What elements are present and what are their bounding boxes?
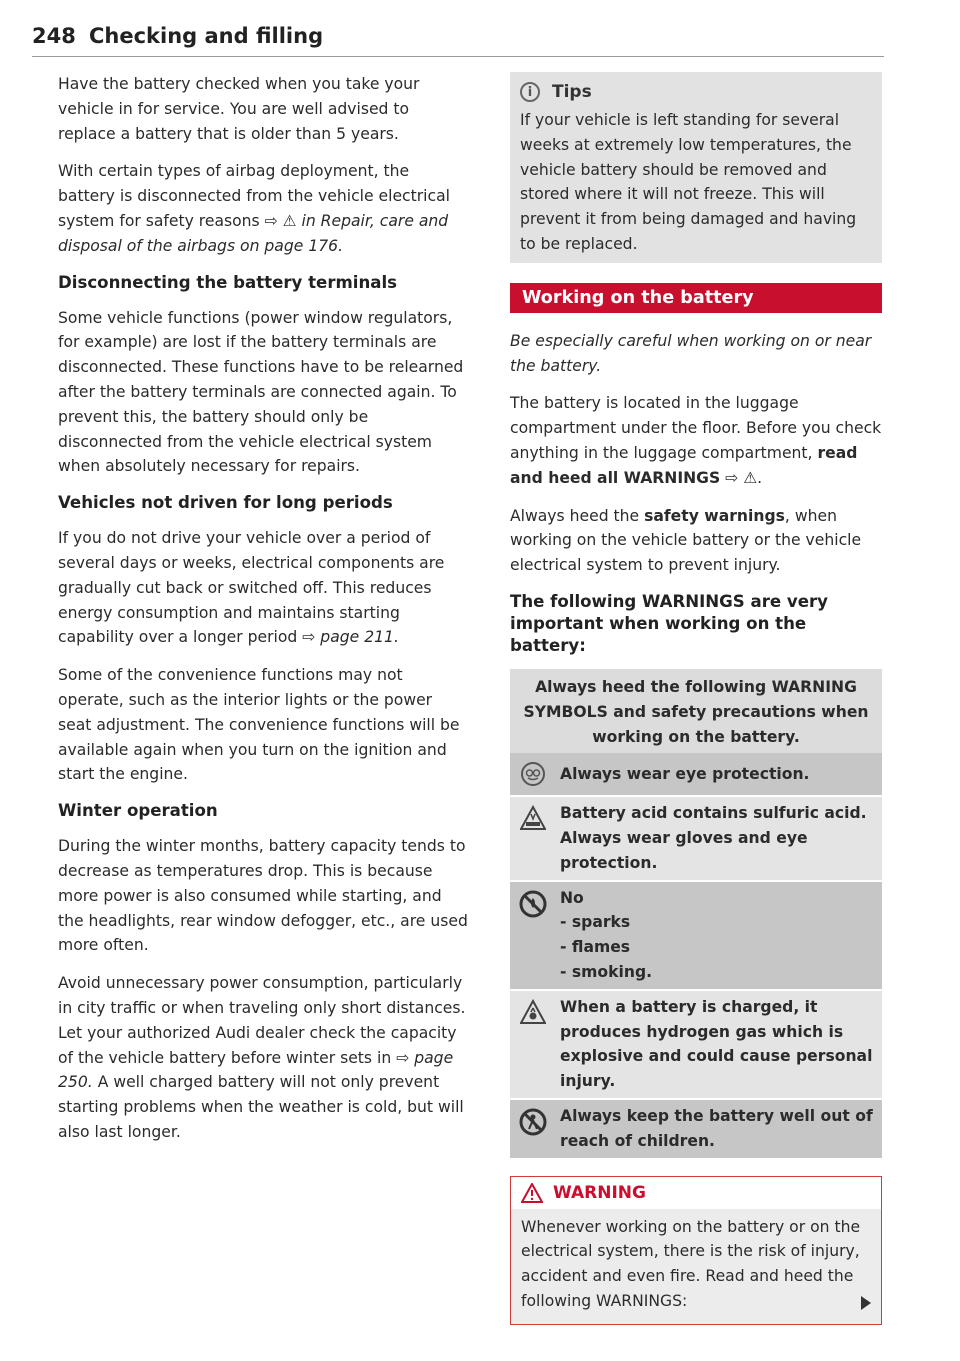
eye-protection-icon (510, 753, 556, 795)
page-211-link[interactable]: ⇨ page 211. (302, 628, 399, 647)
warning-title: WARNING (553, 1182, 646, 1203)
table-row (510, 991, 882, 1098)
read-heed-warnings: read and heed all WARNINGS (510, 443, 858, 487)
paragraph-not-driven (58, 526, 468, 650)
warning-triangle-icon (521, 1183, 543, 1203)
airbag-reference-link[interactable]: ⇨ ⚠ in Repair, care and disposal of the airbags on page 176. (58, 211, 449, 255)
acid-warning-icon (510, 797, 556, 879)
row-eye-text: Always wear eye protection. (556, 753, 882, 795)
row-children-text: Always keep the battery well out of reach of children. (556, 1100, 882, 1158)
paragraph-airbag-text: With certain types of airbag deployment, the battery is disconnected from the vehicle electrical system for safety reasons (58, 162, 450, 230)
paragraph-airbag (58, 159, 468, 258)
heading-disconnecting: Disconnecting the battery terminals (58, 272, 398, 292)
paragraph-power-text: Avoid unnecessary power consumption, particularly in city traffic or when traveling only short distances. Let your authorized Audi dealer check the capacity of the vehicle battery before winter sets in (58, 974, 466, 1067)
no-label: No (560, 888, 584, 907)
continue-arrow-icon (861, 1296, 871, 1310)
table-header: Always heed the following WARNING SYMBOLS and safety precautions when working on the battery. (510, 669, 882, 753)
paragraph-not-driven-text: If you do not drive your vehicle over a period of several days or weeks, electrical components are gradually cut back or switched off. This reduces energy consumption and maintains starting capability over a longer period (58, 529, 445, 647)
left-column (58, 72, 468, 1158)
keep-away-children-icon (510, 1100, 556, 1158)
paragraph-safety (510, 504, 882, 578)
table-row (510, 882, 882, 989)
paragraph-location (510, 391, 882, 490)
warnings-reference-link[interactable]: ⇨ ⚠. (720, 468, 763, 487)
section-title: Working on the battery (510, 283, 882, 313)
safety-warnings-bold: safety warnings (644, 506, 785, 525)
paragraph-location-text: The battery is located in the luggage compartment under the floor. Before you check anything in the luggage compartment, (510, 394, 882, 462)
flames-label: - flames (560, 938, 631, 957)
table-row (510, 797, 882, 879)
paragraph-convenience: Some of the convenience functions may not operate, such as the interior lights or the power seat adjustment. The convenience functions will be available again when you turn on the ignition and start the engine. (58, 666, 460, 784)
table-row (510, 1100, 882, 1158)
warning-header (511, 1177, 881, 1209)
warning-text: Whenever working on the battery or on the electrical system, there is the risk of injury, accident and even fire. Read and heed the following WARNINGS: (521, 1217, 861, 1310)
no-fire-icon (510, 882, 556, 989)
chapter-title: Checking and filling (89, 24, 324, 48)
smoking-label: - smoking. (560, 962, 653, 981)
paragraph-safety-b: , when working on the vehicle battery or the vehicle electrical system to prevent injury. (510, 506, 862, 575)
tips-box (510, 72, 882, 263)
tips-text: If your vehicle is left standing for several weeks at extremely low temperatures, the vehicle battery should be removed and stored where it will not freeze. This will prevent it from being damaged and having to be replaced. (520, 111, 857, 253)
page-header (32, 22, 884, 57)
paragraph-power-consumption (58, 971, 468, 1145)
paragraph-disconnecting: Some vehicle functions (power window regulators, for example) are lost if the battery terminals are disconnected. These functions have to be relearned after the battery terminals are connected again. To prevent this, the battery should only be disconnected from the vehicle electrical system when absolutely necessary for repairs. (58, 308, 464, 476)
explosive-gas-icon (510, 991, 556, 1098)
right-column (510, 72, 882, 1325)
section-intro (510, 329, 882, 379)
sparks-label: - sparks (560, 913, 631, 932)
table-row (510, 753, 882, 795)
tips-title: Tips (552, 82, 592, 102)
paragraph-power-tail: A well charged battery will not only prevent starting problems when the weather is cold, but will also last longer. (58, 1073, 464, 1141)
warning-box (510, 1176, 882, 1325)
tips-header (520, 82, 868, 102)
warning-symbols-table (510, 669, 882, 1158)
paragraph-safety-a: Always heed the (510, 506, 645, 525)
info-icon: i (520, 82, 540, 102)
section-intro-text: Be especially careful when working on or near the battery. (510, 331, 872, 375)
heading-winter: Winter operation (58, 801, 218, 821)
page-250-link[interactable]: ⇨ page 250. (58, 1048, 454, 1092)
paragraph-winter: During the winter months, battery capacity tends to decrease as temperatures drop. This is because more power is also consumed while starting, and the headlights, rear window defogger, etc., are used more often. (58, 837, 468, 955)
heading-warnings: The following WARNINGS are very important when working on the battery: (510, 591, 829, 655)
paragraph-service: Have the battery checked when you take your vehicle in for service. You are well advised to replace a battery that is older than 5 years. (58, 75, 420, 143)
page-number: 248 (32, 24, 76, 48)
heading-not-driven: Vehicles not driven for long periods (58, 493, 393, 513)
row-acid-text: Battery acid contains sulfuric acid. Always wear gloves and eye protection. (556, 797, 882, 879)
row-gas-text: When a battery is charged, it produces hydrogen gas which is explosive and could cause personal injury. (556, 991, 882, 1098)
row-no-fire-text (556, 882, 882, 989)
